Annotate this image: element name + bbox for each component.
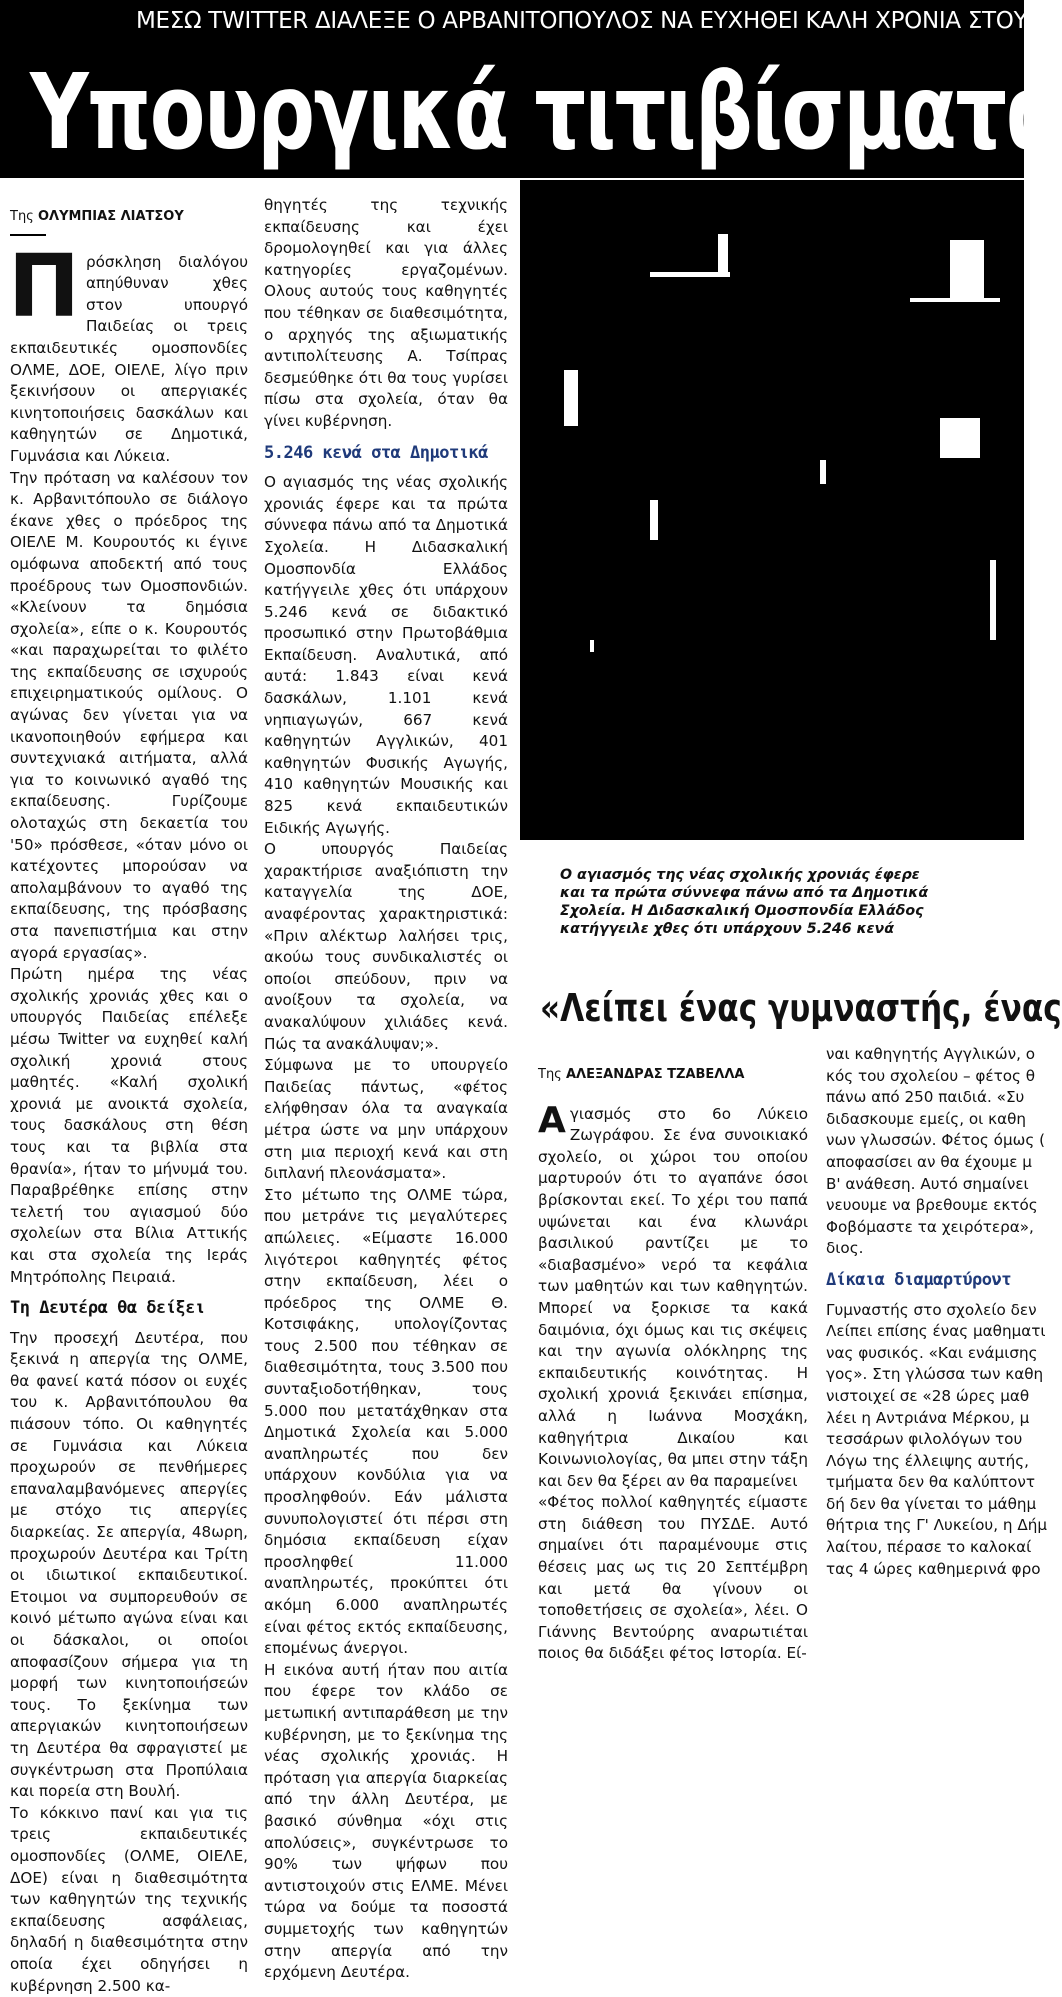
text-line: τεσσάρων φιλολόγων του [826, 1430, 1023, 1449]
text-line: θήτρια της Γ' Λυκείου, η Δήμ [826, 1516, 1047, 1535]
lead-text: ρόσκληση διαλόγου απηύθυναν χθες στον υπουργό Παιδείας οι τρεις εκπαιδευτικές ομοσπονδίες ΟΛΜΕ, ΔΟΕ, ΟΙΕΛΕ, λίγο πριν ξεκινήσουν οι απεργιακές κινητοποιήσεις δασκάλων και καθηγητών σε Δημοτικά, Γυμνάσια και Λύκεια. [10, 252, 248, 465]
text-line: τας 4 ώρες καθημερινά φρο [826, 1559, 1041, 1578]
subheading: Τη Δευτέρα θα δείξει [10, 1298, 205, 1319]
text-line: κός του σχολείου – φέτος θ [826, 1066, 1036, 1085]
byline-name: ΑΛΕΞΑΝΔΡΑΣ ΤΖΑΒΕΛΛΑ [565, 1067, 745, 1082]
byline-rule [10, 234, 46, 236]
article1-column2 [264, 195, 508, 1984]
text-line: νας φυσικός. «Και ενάμισης [826, 1343, 1038, 1362]
article2-title: «Λείπει ένας γυμναστής, ένας [540, 986, 1062, 1030]
subheading: 5.246 κενά στα Δημοτικά [264, 442, 488, 463]
photo-highlight [940, 418, 980, 458]
text-line: διδασκουμε εμείς, οι καθη [826, 1109, 1027, 1128]
text-line: τμήματα δεν θα καλύπτοντ [826, 1473, 1035, 1492]
paragraph: Το κόκκινο πανί και για τις τρεις εκπαιδευτικές ομοσπονδίες (ΟΛΜΕ, ΟΙΕΛΕ, ΔΟΕ) είναι η διαθεσιμότητα των καθηγητών της τεχνικής εκπαίδευσης ασφάλειας, δηλαδή η διαθεσιμότητα στην οποία έχει οδηγήσει η κυβέρνηση 2.500 κα- [10, 1803, 248, 1995]
text-line: Β' ανάθεση. Αυτό σημαίνει [826, 1174, 1029, 1193]
photo-highlight [650, 500, 658, 540]
paragraph: Πρώτη ημέρα της νέας σχολικής χρονιάς χθες και ο υπουργός Παιδείας επέλεξε μέσω Twitter να ευχηθεί καλή σχολική χρονιά στους μαθητές. «Καλή σχολική χρονιά με ανοικτά σχολεία, τους δασκάλους στη θέση τους και τα βιβλία στα θρανία», ήταν το μήνυμά του. Παραβρέθηκε επίσης στην τελετή του αγιασμού δύο σχολείων στα Βίλια Αττικής και στα σχολεία της Ιεράς Μητρόπολης Πειραιά. [10, 965, 248, 1286]
text-line: Λείπει επίσης ένας μαθηματι [826, 1322, 1046, 1341]
text-line: λαίτου, πέρασε το καλοκαί [826, 1538, 1032, 1557]
text-line: πάνω από 250 παιδιά. «Συ [826, 1088, 1025, 1107]
paragraph: Η εικόνα αυτή ήταν που αιτία που έφερε τον κλάδο σε μετωπική αντιπαράθεση με την κυβέρνηση, με το ξεκίνημα της νέας σχολικής χρονιάς. Η πρόταση για απεργία διαρκείας από την άλλη Δευτέρα, με βασικό σύνθημα «όχι στις απολύσεις», συγκέντρωσε το 90% των ψήφων που αντιστοιχούν στις ΕΛΜΕ. Μένει τώρα να δούμε τα ποσοστά συμμετοχής των καθηγητών στην απεργία από την ερχόμενη Δευτέρα. [264, 1660, 508, 1982]
photo-highlight [590, 640, 594, 652]
article2-column2 [826, 1044, 1047, 1580]
photo-highlight [990, 560, 996, 640]
paragraph: θηγητές της τεχνικής εκπαίδευσης και έχει δρομολογηθεί και για άλλες κατηγορίες εργαζομένων. Ολους αυτούς τους καθηγητές που τέθηκαν σε διαθεσιμότητα, ο αρχηγός της αξιωματικής αντιπολίτευσης Α. Τσίπρας δεσμεύθηκε ότι θα τους γυρίσει πίσω στα σχολεία, όταν θα γίνει κυβέρνηση. [264, 196, 508, 430]
photo-highlight [718, 234, 728, 272]
text-line: Φοβόμαστε τα χειρότερα», [826, 1217, 1034, 1236]
spacer [538, 1090, 808, 1104]
subheading: Δίκαια διαμαρτύροντ [826, 1269, 1011, 1290]
dropcap: Π [8, 236, 80, 337]
text-line: διος. [826, 1239, 864, 1258]
text-line: Γυμναστής στο σχολείο δεν [826, 1300, 1037, 1319]
paragraph: «Φέτος πολλοί καθηγητές είμαστε στη διάθεση του ΠΥΣΔΕ. Αυτό σημαίνει ότι παραμένουμε στις θέσεις μας ως τις 20 Σεπτέμβρη και μετά θα γίνουν οι τοποθετήσεις σε σχολεία», λέει. Ο Γιάννης Βεντούρης αναρωτιέται ποιος θα διδάξει φέτος Ιστορία. Εί- [538, 1493, 808, 1663]
photo-highlight [910, 298, 1000, 302]
text-line: λέει η Αντριάνα Μέρκου, μ [826, 1408, 1030, 1427]
article1-column1 [10, 206, 248, 1997]
kicker: ΜΕΣΩ TWITTER ΔΙΑΛΕΞΕ Ο ΑΡΒΑΝΙΤΟΠΟΥΛΟΣ ΝΑ ΕΥΧΗΘΕΙ ΚΑΛΗ ΧΡΟΝΙΑ ΣΤΟΥ [136, 8, 1028, 34]
photo-highlight [950, 240, 984, 300]
lead-text: γιασμός στο 6ο Λύκειο Ζωγράφου. Σε ένα συνοικιακό σχολείο, οι χώροι του οποίου μαρτυρούν ότι το αγαπάνε όσοι βρίσκονται εκεί. Το χέρι του παπά υψώνεται και ένα κλωνάρι βασιλικού ραντίζει με το «διαβασμένο» νερό τα κεφάλια των μαθητών και των καθηγητών. Μπορεί να ξορκισε τα κακά δαιμόνια, όχι όμως και τις σκέψεις και την αγωνία ολόκληρης της εκπαιδευτικής κοινότητας. Η σχολική χρονιά ξεκινάει επίσημα, αλλά η Ιωάννα Μοσχάκη, καθηγήτρια Δικαίου και Κοινωνιολογίας, θα μπει στην τάξη και δεν θα ξέρει αν θα παραμείνει [538, 1104, 808, 1490]
photo-highlight [820, 460, 826, 484]
line-group [826, 1044, 1045, 1260]
text-line: Λόγω της έλλειψης αυτής, [826, 1451, 1029, 1470]
text-line: νευουμε να βρεθουμε εκτός [826, 1196, 1038, 1215]
photo-caption: Ο αγιασμός της νέας σχολικής χρονιάς έφερε και τα πρώτα σύννεφα πάνω από τα Δημοτικά Σχολεία. Η Διδασκαλική Ομοσπονδία Ελλάδος κατήγγειλε χθες ότι υπάρχουν 5.246 κενά [560, 867, 929, 937]
byline-name: ΟΛΥΜΠΙΑΣ ΛΙΑΤΣΟΥ [37, 209, 184, 224]
line-group [826, 1300, 1047, 1581]
lead-paragraph [538, 1099, 808, 1493]
paragraph: Στο μέτωπο της ΟΛΜΕ τώρα, που μετράνε τις μεγαλύτερες απώλειες. «Είμαστε 16.000 λιγότεροι καθηγητές φέτος στην εκπαίδευση, λέει ο πρόεδρος της ΟΛΜΕ Θ. Κοτσιφάκης, υπολογίζοντας τους 2.500 που τέθηκαν σε διαθεσιμότητα, τους 3.500 που συνταξιοδοτήθηκαν, τους 5.000 που μετατάχθηκαν στα Δημοτικά Σχολεία και 5.000 αναπληρωτές που δεν υπάρχουν κονδύλια για να προσληφθούν. Εάν μάλιστα συνυπολογιστεί ότι πέρσι στη δημόσια εκπαίδευση είχαν προσληφθεί 11.000 αναπληρωτές, προκύπτει ότι ακόμη 6.000 αναπληρωτές είναι φέτος εκτός εκπαίδευσης, επομένως άνεργοι. [264, 1185, 508, 1658]
byline [10, 206, 248, 228]
paragraph: Σύμφωνα με το υπουργείο Παιδείας πάντως, «φέτος ελήφθησαν όλα τα αναγκαία μέτρα ώστε να μην υπάρχουν στη μια περιοχή κενά και στη διπλανή πλεονάσματα». [264, 1056, 508, 1183]
text-line: νων γλωσσών. Φέτος όμως ( [826, 1131, 1045, 1150]
paragraph: Την πρόταση να καλέσουν τον κ. Αρβανιτόπουλο σε διάλογο έκανε χθες ο πρόεδρος της ΟΙΕΛΕ Μ. Κουρουτός κι έγινε ομόφωνα αποδεκτή από τους προέδρους των Ομοσπονδιών. «Κλείνουν τα δημόσια σχολεία», είπε ο κ. Κουρουτός «και παραχωρείται το φιλέτο της εκπαίδευσης σε ισχυρούς επιχειρηματικούς ομίλους. Ο αγώνας δεν γίνεται για να ικανοποιηθούν εφήμερα και συντεχνιακά αιτήματα, αλλά για το κοινωνικό αγαθό της εκπαίδευσης. Γυρίζουμε ολοταχώς στη δεκαετία του '50» πρόσθεσε, «όταν μόνο οι κατέχοντες μπορούσαν να απολαμβάνουν το αγαθό της εκπαίδευσης, της πρόσβασης στα πανεπιστήμια και στην αγορά εργασίας». [10, 468, 248, 962]
headline: Υπουργικά τιτιβίσματα [30, 51, 1060, 173]
photo-highlight [564, 370, 578, 426]
text-line: γος». Στη γλώσσα των καθη [826, 1365, 1044, 1384]
article2-column1 [538, 1064, 808, 1665]
paragraph: Ο υπουργός Παιδείας χαρακτήρισε αναξιόπιστη την καταγγελία της ΔΟΕ, αναφέροντας χαρακτηριστικά: «Πριν αλέκτωρ λαλήσει τρις, ακούω τους συνδικαλιστές οι οποίοι σπεύδουν, πριν να ανοίξουν τα σχολεία, να ανακαλύψουν χιλιάδες κενά. Πώς τα ανακάλυψαν;». [264, 840, 508, 1053]
paragraph: Ο αγιασμός της νέας σχολικής χρονιάς έφερε και τα πρώτα σύννεφα πάνω από τα Δημοτικά Σχολεία. Η Διδασκαλική Ομοσπονδία Ελλάδος κατήγγειλε χθες ότι υπάρχουν 5.246 κενά σε διδακτικό προσωπικό στην Πρωτοβάθμια Εκπαίδευση. Αναλυτικά, από αυτά: 1.843 είναι κενά δασκάλων, 1.101 κενά νηπιαγωγών, 667 κενά καθηγητών Αγγλικών, 401 καθηγητών Φυσικής Αγωγής, 410 καθηγητών Μουσικής και 825 κενά εκπαιδευτικών Ειδικής Αγωγής. [264, 473, 508, 837]
paragraph: Την προσεχή Δευτέρα, που ξεκινά η απεργία της ΟΛΜΕ, θα φανεί κατά πόσον οι ευχές του κ. Αρβανιτόπουλου θα πιάσουν τόπο. Οι καθηγητές σε Γυμνάσια και Λύκεια προχωρούν σε πενθήμερες επαναλαμβανόμενες απεργίες με στόχο τις απεργίες διαρκείας. Σε απεργία, 48ωρη, προχωρούν Δευτέρα και Τρίτη οι ιδιωτικοί εκπαιδευτικοί. Ετοιμοι να συμπορευθούν σε κοινό μέτωπο αγώνα είναι και οι δάσκαλοι, οι οποίοι αποφασίζουν σήμερα για τη μορφή των κινητοποιήσεών τους. Το ξεκίνημα των απεργιακών κινητοποιήσεων τη Δευτέρα θα σφραγιστεί με συγκέντρωση στα Προπύλαια και πορεία στη Βουλή. [10, 1328, 248, 1801]
text-line: αποφασίσει αν θα έχουμε μ [826, 1152, 1032, 1171]
text-line: ναι καθηγητής Αγγλικών, ο [826, 1045, 1036, 1063]
text-line: νιστοιχεί σε «28 ώρες μαθ [826, 1386, 1030, 1405]
byline-prefix: Της [538, 1067, 562, 1082]
photo-highlight [650, 272, 730, 277]
lead-paragraph [8, 236, 248, 468]
byline-prefix: Της [10, 209, 34, 224]
byline [538, 1064, 808, 1086]
text-line: δή δεν θα γίνεται το μάθημ [826, 1494, 1037, 1513]
photo [520, 180, 1024, 840]
dropcap: Α [538, 1099, 566, 1141]
